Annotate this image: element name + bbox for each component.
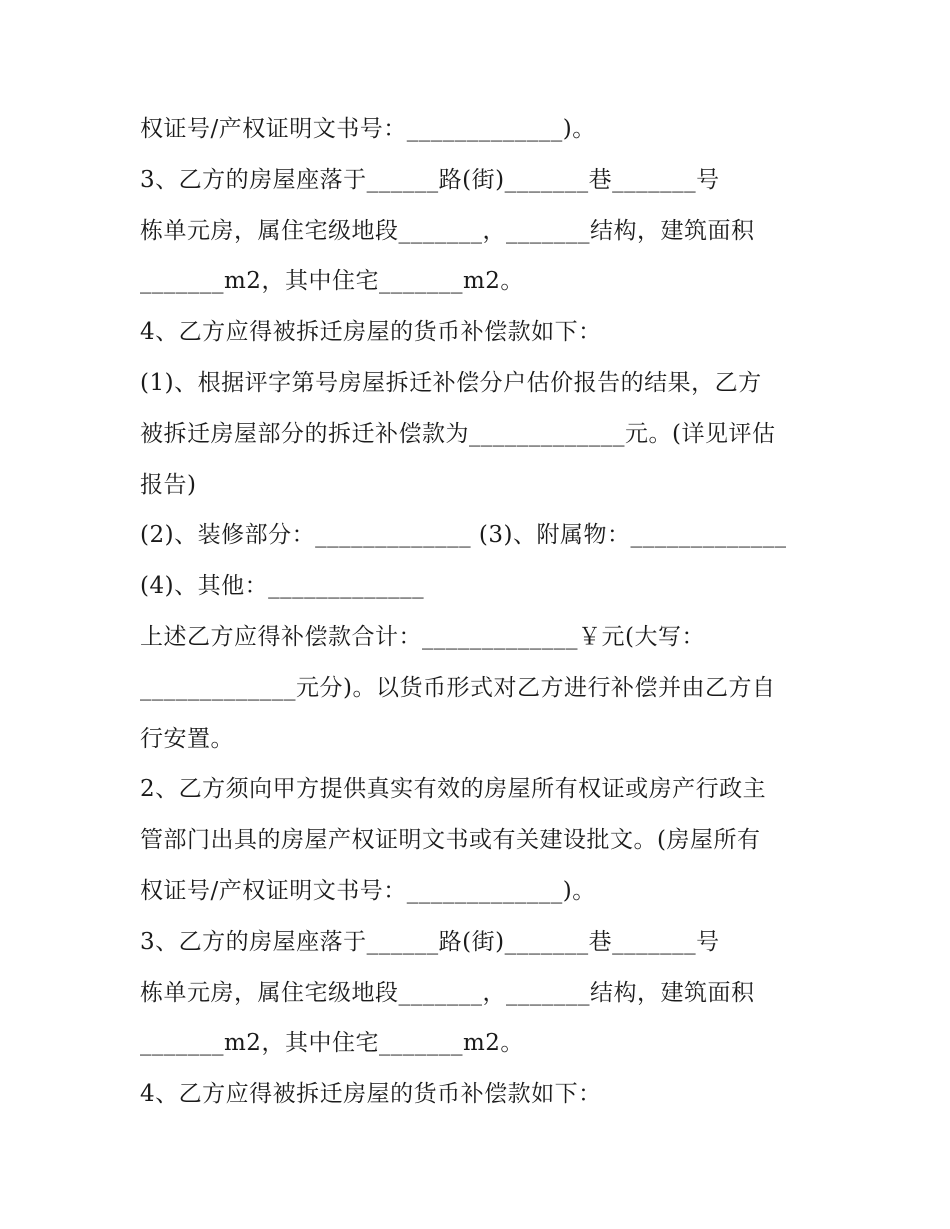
text-line: 管部门出具的房屋产权证明文书或有关建设批文。(房屋所有 — [140, 827, 761, 854]
text-line: 2、乙方须向甲方提供真实有效的房屋所有权证或房产行政主 — [140, 776, 767, 803]
document-body — [140, 104, 820, 1120]
text-line: 4、乙方应得被拆迁房屋的货币补偿款如下： — [140, 319, 602, 346]
text-line: 权证号/产权证明文书号：_____________)。 — [140, 116, 596, 142]
text-line: 3、乙方的房屋座落于______路(街)_______巷_______号 — [140, 166, 720, 193]
text-line: (2)、装修部分：_____________ (3)、附属物：_____________ — [140, 522, 787, 549]
text-line: 行安置。 — [140, 725, 234, 752]
text-line: 4、乙方应得被拆迁房屋的货币补偿款如下： — [140, 1081, 602, 1108]
text-line: 权证号/产权证明文书号：_____________)。 — [140, 877, 596, 904]
text-line: 上述乙方应得补偿款合计：_____________￥元(大写： — [140, 623, 705, 650]
text-line: 报告) — [140, 471, 197, 498]
text-line: 栋单元房，属住宅级地段_______，_______结构，建筑面积 — [140, 217, 755, 244]
text-line: 3、乙方的房屋座落于______路(街)_______巷_______号 — [140, 928, 720, 955]
text-line: 栋单元房，属住宅级地段_______，_______结构，建筑面积 — [140, 979, 755, 1006]
text-line: (4)、其他：_____________ — [140, 573, 425, 600]
text-line: _____________元分)。以货币形式对乙方进行补偿并由乙方自 — [140, 674, 776, 701]
text-line: 被拆迁房屋部分的拆迁补偿款为_____________元。(详见评估 — [140, 420, 776, 447]
text-line: _______m2，其中住宅_______m2。 — [140, 1030, 524, 1057]
text-line: (1)、根据评字第号房屋拆迁补偿分户估价报告的结果，乙方 — [140, 369, 762, 396]
text-line: _______m2，其中住宅_______m2。 — [140, 268, 524, 295]
